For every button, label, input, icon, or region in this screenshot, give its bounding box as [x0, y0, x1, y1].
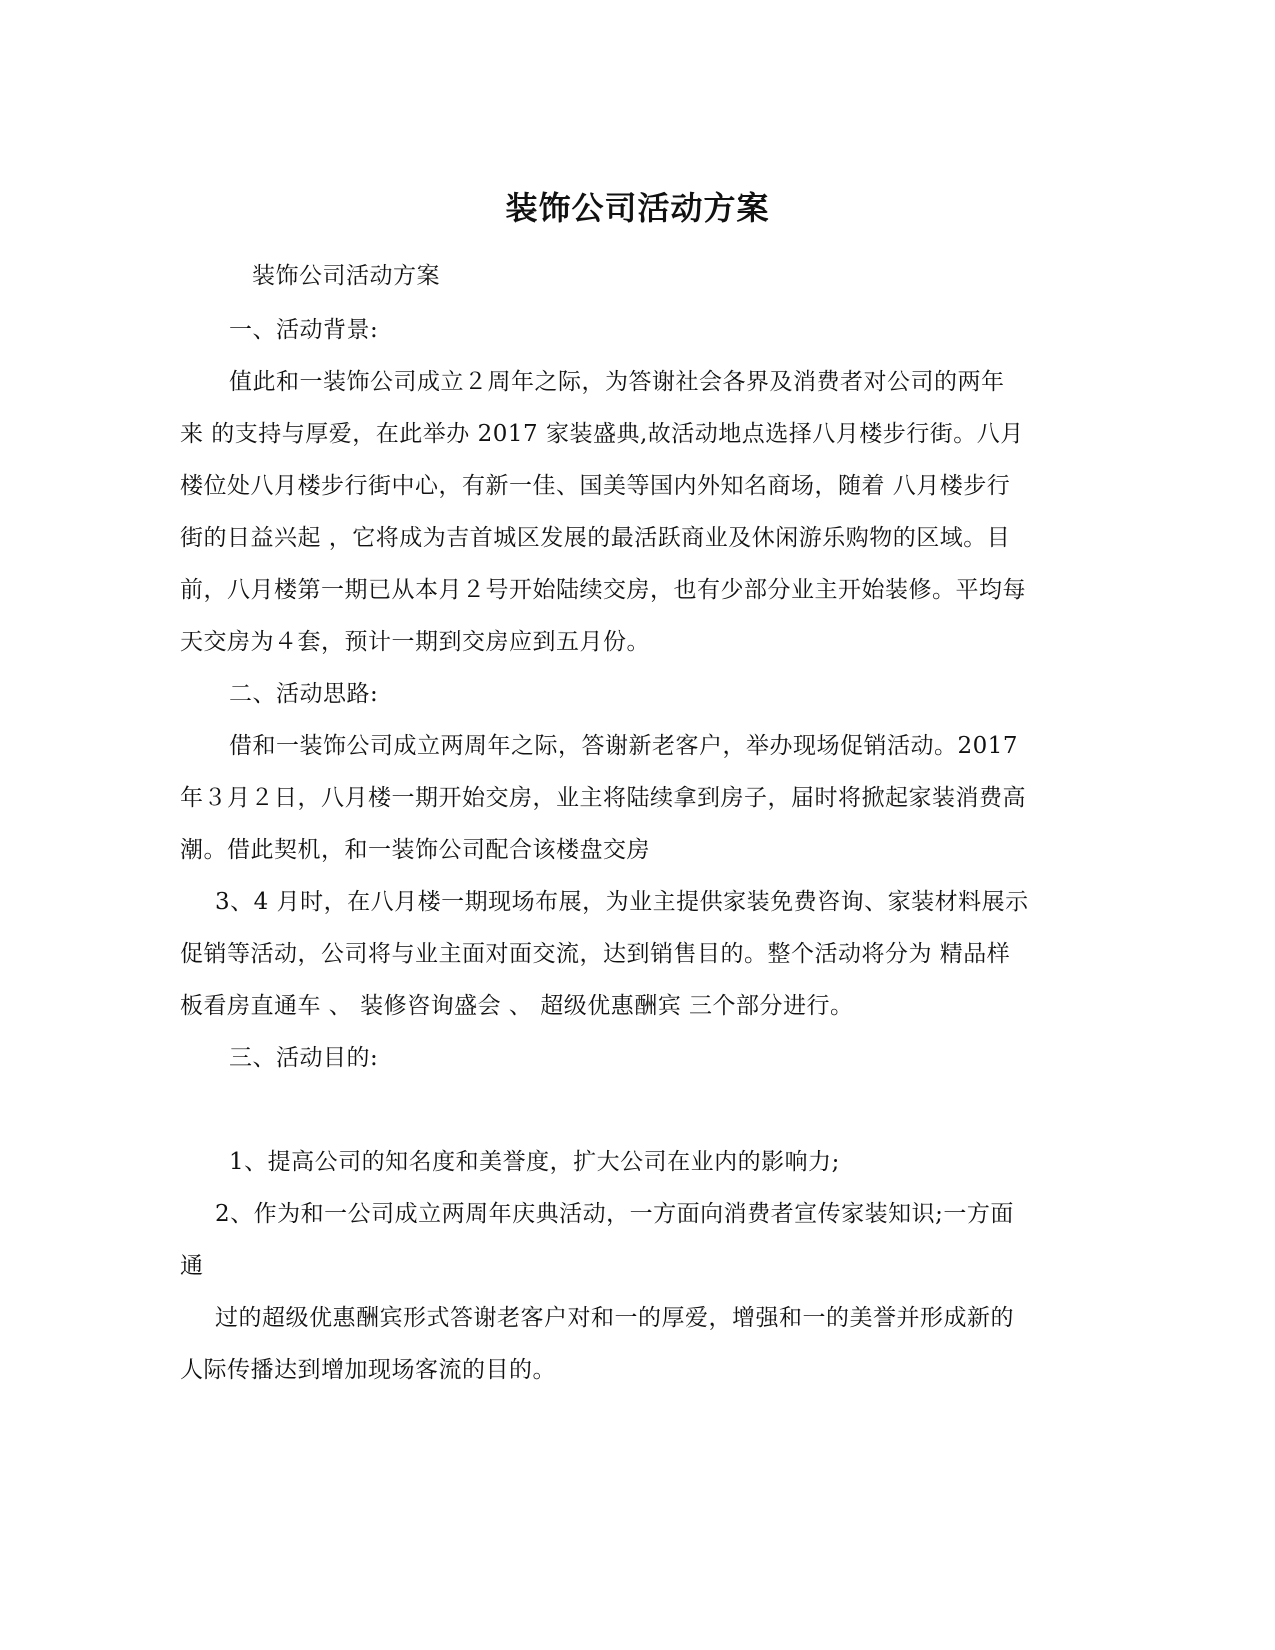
section-heading-purpose: 三、活动目的:: [229, 1045, 379, 1071]
paragraph-line: 通: [180, 1253, 204, 1279]
subtitle-line: 装饰公司活动方案: [252, 263, 440, 289]
section-heading-background: 一、活动背景:: [229, 317, 379, 343]
paragraph-line: 3、4 月时，在八月楼一期现场布展，为业主提供家装免费咨询、家装材料展示: [215, 889, 1029, 915]
paragraph-line: 值此和一装饰公司成立２周年之际，为答谢社会各界及消费者对公司的两年: [229, 369, 1005, 395]
paragraph-line: 来 的支持与厚爱，在此举办 2017 家装盛典,故活动地点选择八月楼步行街。八月: [180, 421, 1024, 447]
paragraph-line: 促销等活动，公司将与业主面对面交流，达到销售目的。整个活动将分为 精品样: [180, 941, 1011, 967]
paragraph-line: 前，八月楼第一期已从本月２号开始陆续交房，也有少部分业主开始装修。平均每: [180, 577, 1026, 603]
paragraph-line: 潮。借此契机，和一装饰公司配合该楼盘交房: [180, 837, 650, 863]
paragraph-line: 过的超级优惠酬宾形式答谢老客户对和一的厚爱，增强和一的美誉并形成新的: [215, 1305, 1014, 1331]
paragraph-line: 街的日益兴起 ，它将成为吉首城区发展的最活跃商业及休闲游乐购物的区域。目: [180, 525, 1011, 551]
paragraph-line: 人际传播达到增加现场客流的目的。: [180, 1357, 556, 1383]
paragraph-line: 楼位处八月楼步行街中心，有新一佳、国美等国内外知名商场，随着 八月楼步行: [180, 473, 1011, 499]
paragraph-line: 天交房为４套，预计一期到交房应到五月份。: [180, 629, 650, 655]
document-title: 装饰公司活动方案: [505, 189, 770, 227]
paragraph-line: 年３月２日，八月楼一期开始交房，业主将陆续拿到房子，届时将掀起家装消费高: [180, 785, 1026, 811]
list-item: 1、提高公司的知名度和美誉度，扩大公司在业内的影响力;: [229, 1149, 840, 1175]
list-item: 2、作为和一公司成立两周年庆典活动，一方面向消费者宣传家装知识;一方面: [215, 1201, 1014, 1227]
paragraph-line: 板看房直通车 、 装修咨询盛会 、 超级优惠酬宾 三个部分进行。: [180, 993, 854, 1019]
paragraph-line: 借和一装饰公司成立两周年之际，答谢新老客户，举办现场促销活动。2017: [229, 733, 1019, 759]
section-heading-approach: 二、活动思路:: [229, 681, 379, 707]
